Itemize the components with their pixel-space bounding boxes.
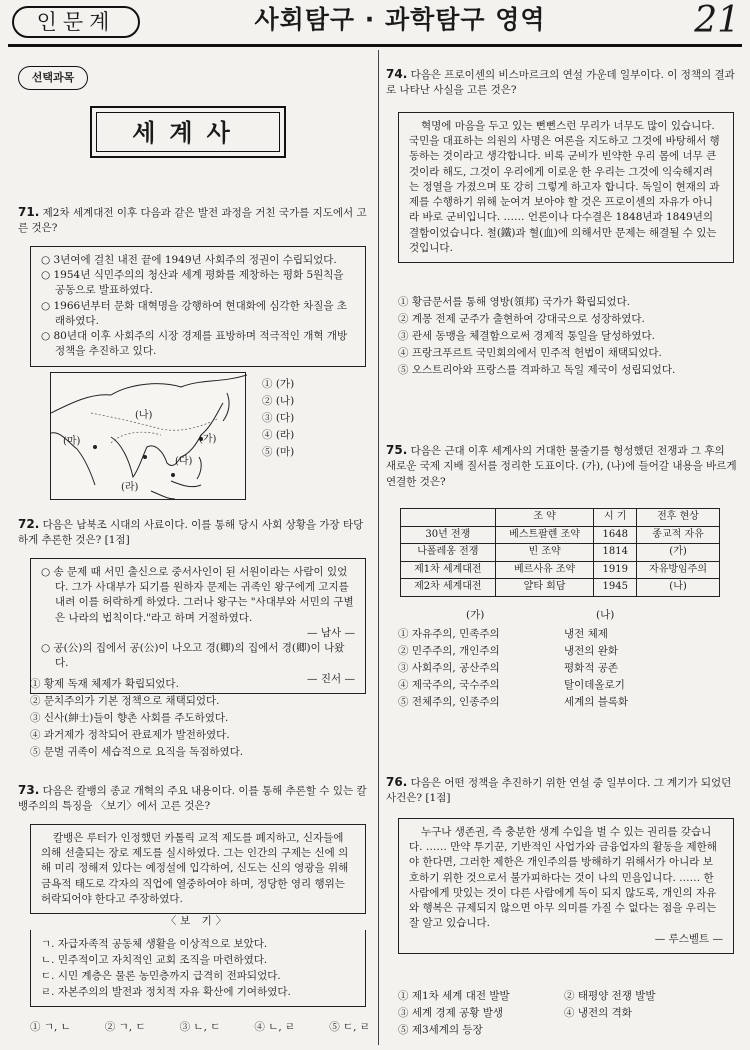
table-cell: 제1차 세계대전 [401,561,496,579]
choice-5[interactable]: ⑤ (마) [262,446,295,458]
question-number: 76. [386,775,408,789]
q71-info-box: ○ 3년여에 걸친 내전 끝에 1949년 사회주의 정권이 수립되었다. ○ 1954년 식민주의의 청산과 세계 평화를 제창하는 평화 5원칙을 공동으로 발표하였다. ○ 1966년부터 문화 대혁명을 강행하여 현대화에 심각한 차질을 초래하였다. ○ 80년대 이후 사회주의 시장 경제를 표방하며 적극적인 개혁 개방 정책을 추진하고 있다. [30,246,366,367]
question-number: 74. [386,67,408,81]
q74-passage-box [398,112,734,263]
bogi-title: 〈보 기〉 [165,915,231,927]
choice-b-part: 평화적 공존 [564,662,619,674]
choice-a-part: ② 민주주의, 개인주의 [398,645,500,657]
question-number: 73. [18,783,40,797]
choice-3[interactable] [398,660,728,677]
q76-choices [398,988,728,1039]
table-header [401,509,496,527]
table-row [401,544,720,562]
section-title-box [90,106,286,158]
source-passage: 공(公)의 집에서 공(公)이 나오고 경(卿)의 집에서 경(卿)이 나왔다. [53,642,345,670]
choice-a-part: ④ 제국주의, 국수주의 [398,679,500,691]
question-73 [18,782,370,815]
bogi-item: ㄴ. 민주적이고 자치적인 교회 조직을 마련하였다. [41,954,268,966]
q72-source-box: ○ 송 문제 때 서민 출신으로 중서사인이 된 서원이라는 사람이 있었다. 그가 사대부가 되기를 원하자 문제는 귀족인 왕구에게 고지를 내려 이를 허락하게 하였다. 그러나 왕구는 "사대부와 서민의 구별은 나라의 법칙이다."라고 하며 거절하였다. — 남사 — ○ 공(公)의 집에서 공(公)이 나오고 경(卿)의 집에서 경(卿)이 나왔다. — 진서 — [30,558,366,694]
table-row [401,526,720,544]
choice-1[interactable] [398,626,728,643]
choice-a-part: ⑤ 전체주의, 인종주의 [398,696,500,708]
bogi-item: ㄹ. 자본주의의 발전과 정치적 자유 확산에 기여하였다. [41,986,291,998]
q72-choices [30,676,243,761]
info-bullet: 3년여에 걸친 내전 끝에 1949년 사회주의 정권이 수립되었다. [53,254,337,266]
question-text: 제2차 세계대전 이후 다음과 같은 발전 과정을 거친 국가를 지도에서 고른 것은? [18,207,367,235]
question-number: 71. [18,205,40,219]
bogi-item: ㄷ. 시민 계층은 물론 농민층까지 급격히 전파되었다. [41,970,281,982]
choice-3[interactable]: ③ ㄴ, ㄷ [179,1021,221,1033]
section-title: 세계사 [96,112,280,152]
question-text: 다음은 칼뱅의 종교 개혁의 주요 내용이다. 이를 통해 추론할 수 있는 칼뱅주의의 특징을 〈보기〉에서 고른 것은? [18,785,367,813]
choice-5[interactable]: ⑤ 오스트리아와 프랑스를 격파하고 독일 제국이 성립되었다. [398,364,676,376]
table-cell: 1945 [594,579,637,597]
war-treaty-table [400,508,720,597]
subject-label: 인문계 [12,6,140,38]
choice-5[interactable]: ⑤ ㄷ, ㄹ [329,1021,370,1033]
header-divider [8,44,742,47]
table-cell: (나) [637,579,720,597]
q76-passage-box [398,818,734,954]
choice-5[interactable] [398,694,728,711]
table-cell: 제2차 세계대전 [401,579,496,597]
table-header: 시 기 [594,509,637,527]
answer-header-a: (가) [466,609,485,621]
table-cell: 자유방임주의 [637,561,720,579]
choice-1[interactable]: ① (가) [262,378,295,390]
passage: 칼뱅은 루터가 인정했던 카톨릭 교적 제도를 폐지하고, 신자들에 의해 선출되는 장로 제도를 실시하였다. 그는 인간의 구제는 신에 의해 미리 정해져 있다는 예정설에 입각하여, 신도는 신의 영광을 위해 금욕적 태도로 각자의 직업에 열중하여야 하며, 정당한 영리 행위는 허락되어야 한다고 주장하였다. [41,832,349,905]
choice-2[interactable]: ② ㄱ, ㄷ [104,1021,146,1033]
passage: 혁명에 마음을 두고 있는 뻔뻔스런 무리가 너무도 많이 있습니다. 국민을 대표하는 의원의 사명은 여론을 지도하고 그것에 바탕해서 행동하는 것이라고 생각합니다. 비록 군비가 빈약한 우리 몸에 너무 큰것이라 해도, 그것이 우리에게 이로운 한 우리는 그것에 익숙해지려는 정열을 가졌으며 또 강히 그렇게 하고자 합니다. 독일이 현재의 과제를 수행하기 위해 눈여겨 보아야 할 것은 프로이센의 자유가 아니라 바로 군비입니다. …… 언론이나 다수결은 1848년과 1849년의 결함이었습니다. 철(鐵)과 혈(血)에 의해서만 문제는 해결될 수 있는 것입니다. [409,120,720,254]
passage: 누구나 생존권, 즉 충분한 생계 수입을 벌 수 있는 권리를 갖습니다. …… 만약 투기꾼, 기반적인 사업가와 금융업자의 활동을 제한해야 한다면, 그러한 제한은 개인주의를 방해하기 위해서가 아니라 보호하기 위한 것으로서 불가피하다는 것이 나의 민음입니다. …… 한 사람에게 맛있는 것이 다른 사람에게 독이 되지 않도록, 개인의 자유와 행복은 규제되지 않으면 아무 의미를 가질 수 없다는 점을 우리는 잘 알고 있습니다. [409,826,717,930]
choice-5[interactable]: ⑤ 제3세계의 등장 [398,1024,483,1036]
question-76 [386,774,738,807]
table-cell: 1814 [594,544,637,562]
table-cell: 얄타 회담 [495,579,594,597]
source-citation: — 루스벨트 — [654,932,723,945]
choice-4[interactable]: ④ 냉전의 격화 [564,1007,632,1019]
map-label-e: (마) [63,436,81,447]
table-header-row [401,509,720,527]
map-label-d: (라) [121,482,139,493]
choice-2[interactable]: ② 태평양 전쟁 발발 [564,990,656,1002]
choice-1[interactable]: ① 황금문서를 통해 영방(領邦) 국가가 확립되었다. [398,296,631,308]
column-divider [378,50,379,1045]
table-row [401,561,720,579]
choice-1[interactable]: ① 황제 독재 체제가 확립되었다. [30,678,179,690]
map-label-c: (다) [175,456,193,467]
table-cell: (가) [637,544,720,562]
question-71 [18,204,370,237]
info-bullet: 1954년 식민주의의 청산과 세계 평화를 제창하는 평화 5원칙을 공동으로 발표하였다. [53,269,344,297]
question-number: 72. [18,517,40,531]
q75-choices [398,626,728,711]
answer-header-b: (나) [596,609,615,621]
question-text: 다음은 어떤 정책을 추진하기 위한 연설 중 일부이다. 그 계기가 되었던 사건은? [1점] [386,777,732,805]
choice-3[interactable]: ③ 신사(紳士)들이 향촌 사회를 주도하였다. [30,712,229,724]
info-bullet: 1966년부터 문화 대혁명을 강행하여 현대화에 심각한 차질을 초래하였다. [53,299,348,327]
question-text: 다음은 남북조 시대의 사료이다. 이를 통해 당시 사회 상황을 가장 타당하게 추론한 것은? [1점] [18,519,364,547]
table-header: 조 약 [495,509,594,527]
page-number: 21 [694,0,740,41]
choice-b-part: 탈이데올로기 [564,679,625,691]
q71-choices [262,376,294,461]
choice-4[interactable] [398,677,728,694]
table-row [401,579,720,597]
choice-4[interactable]: ④ 과거제가 정착되어 관료제가 발전하였다. [30,729,230,741]
choice-b-part: 세계의 블록화 [564,696,629,708]
choice-4[interactable]: ④ ㄴ, ㄹ [254,1021,296,1033]
choice-5[interactable]: ⑤ 문벌 귀족이 세습적으로 요직을 독점하였다. [30,746,244,758]
choice-2[interactable]: ② 계몽 전제 군주가 출현하여 강대국으로 성장하였다. [398,313,645,325]
map-label-b: (나) [135,410,153,421]
table-cell: 베르사유 조약 [495,561,594,579]
choice-2[interactable] [398,643,728,660]
map-label-a: (가) [199,434,217,445]
choice-3[interactable]: ③ 세계 경제 공황 발생 [398,1007,503,1019]
source-citation: — 진서 — [307,672,355,685]
question-72 [18,516,370,549]
question-75 [386,442,738,490]
table-cell: 1919 [594,561,637,579]
table-cell: 나폴레옹 전쟁 [401,544,496,562]
choice-3[interactable]: ③ 관세 동맹을 체결함으로써 경제적 통일을 달성하였다. [398,330,656,342]
bogi-item: ㄱ. 자급자족적 공동체 생활을 이상적으로 보았다. [41,938,268,950]
asia-map [50,372,246,500]
choice-1[interactable]: ① 제1차 세계 대전 발발 [398,990,510,1002]
source-passage: 송 문제 때 서민 출신으로 중서사인이 된 서원이라는 사람이 있었다. 그가 사대부가 되기를 원하자 문제는 귀족인 왕구에게 고지를 내려 이를 허락하게 하였다. 그러나 왕구는 "사대부와 서민의 구별은 나라의 법칙이다."라고 하며 거절하였다. [53,566,354,624]
question-text: 다음은 근대 이후 세계사의 거대한 물줄기를 형성했던 전쟁과 그 후의 새로운 국제 지배 질서를 정리한 도표이다. (가), (나)에 들어갈 내용을 바르게 연결한 것은? [386,445,737,488]
choice-a-part: ③ 사회주의, 공산주의 [398,662,500,674]
choice-2[interactable]: ② 문치주의가 기본 정책으로 채택되었다. [30,695,220,707]
table-cell: 종교적 자유 [637,526,720,544]
q73-passage-box [30,824,366,914]
question-74 [386,66,738,99]
bogi-box [30,930,366,1007]
info-bullet: 80년대 이후 사회주의 시장 경제를 표방하며 적극적인 개혁 개방 정책을 추진하고 있다. [53,330,348,358]
choice-2[interactable]: ② (나) [262,395,295,407]
q73-choices [30,1020,370,1035]
choice-1[interactable]: ① ㄱ, ㄴ [30,1021,71,1033]
table-cell: 1648 [594,526,637,544]
exam-title: 사회탐구 · 과학탐구 영역 [254,5,546,34]
question-number: 75. [386,443,408,457]
choice-4[interactable]: ④ 프랑크푸르트 국민회의에서 민주적 헌법이 채택되었다. [398,347,662,359]
choice-a-part: ① 자유주의, 민족주의 [398,628,500,640]
choice-b-part: 냉전의 완화 [564,645,619,657]
table-header: 전후 현상 [637,509,720,527]
q74-choices [398,294,675,379]
table-cell: 베스트팔렌 조약 [495,526,594,544]
choice-b-part: 냉전 체제 [564,628,608,640]
question-text: 다음은 프로이센의 비스마르크의 연설 가운데 일부이다. 이 정책의 결과로 나타난 사실을 고른 것은? [386,69,735,97]
source-citation: — 남사 — [307,626,355,639]
choice-3[interactable]: ③ (다) [262,412,295,424]
choice-4[interactable]: ④ (라) [262,429,295,441]
table-cell: 30년 전쟁 [401,526,496,544]
elective-label: 선택과목 [18,66,88,90]
table-cell: 빈 조약 [495,544,594,562]
